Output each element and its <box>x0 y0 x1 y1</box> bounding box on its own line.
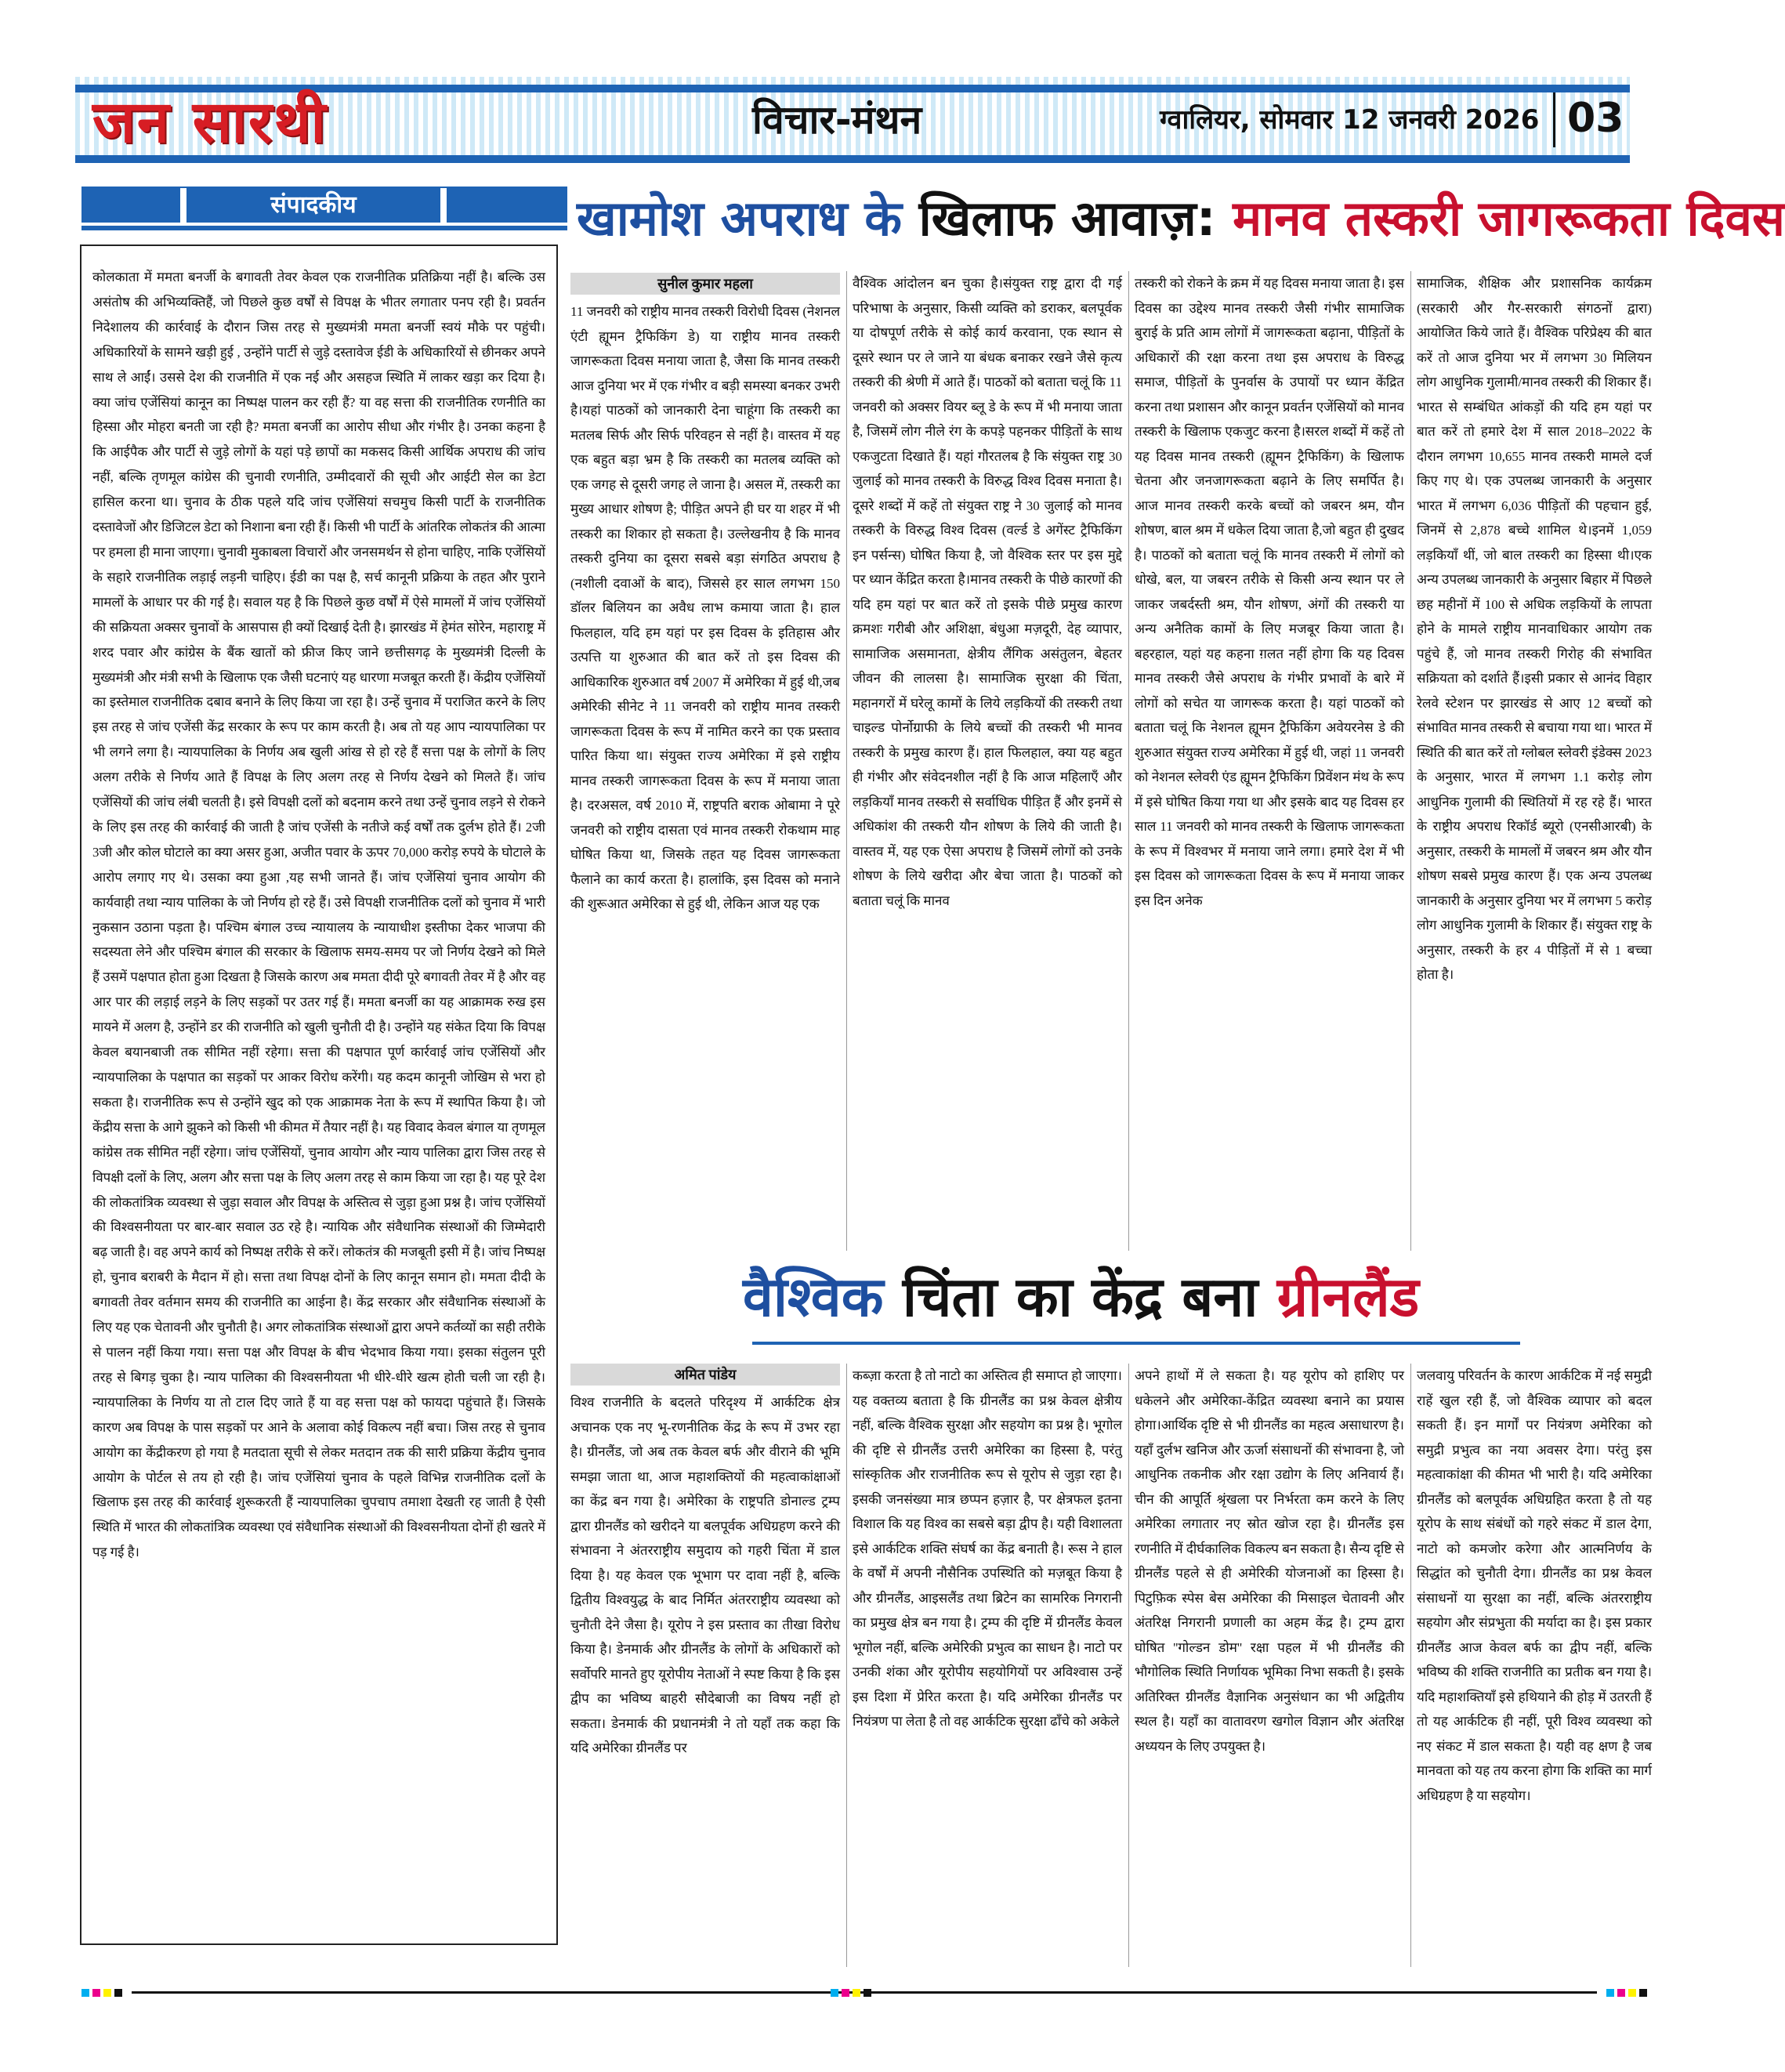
article2-column-text: अपने हाथों में ले सकता है। यह यूरोप को हाशिए पर धकेलने और अमेरिका-केंद्रित व्यवस्था बनाने का प्रयास होगा।आर्थिक दृष्टि से भी ग्रीनलैंड का महत्व असाधारण है। यहाँ दुर्लभ खनिज और ऊर्जा संसाधनों की संभावना है, जो आधुनिक तकनीक और रक्षा उद्योग के लिए अनिवार्य हैं। चीन की आपूर्ति श्रृंखला पर निर्भरता कम करने के लिए अमेरिका लगातार नए स्रोत खोज रहा है। ग्रीनलैंड इस रणनीति में दीर्घकालिक विकल्प बन सकता है। सैन्य दृष्टि से ग्रीनलैंड पहले से ही अमेरिकी योजनाओं का हिस्सा है। पिटुफ़िक स्पेस बेस अमेरिका की मिसाइल चेतावनी और अंतरिक्ष निगरानी प्रणाली का अहम केंद्र है। ट्रम्प द्वारा घोषित ''गोल्डन डोम'' रक्षा पहल में भी ग्रीनलैंड की भौगोलिक स्थिति निर्णायक भूमिका निभा सकती है। इसके अतिरिक्त ग्रीनलैंड वैज्ञानिक अनुसंधान का भी अद्वितीय स्थल है। यहाँ का वातावरण खगोल विज्ञान और अंतरिक्ष अध्ययन के लिए उपयुक्त है। <box>1135 1368 1404 1754</box>
article2-column-text: जलवायु परिवर्तन के कारण आर्कटिक में नई समुद्री राहें खुल रही हैं, जो वैश्विक व्यापार को बदल सकती हैं। इन मार्गों पर नियंत्रण अमेरिका को समुद्री प्रभुत्व का नया अवसर देगा। परंतु इस महत्वाकांक्षा की कीमत भी भारी है। यदि अमेरिका ग्रीनलैंड को बलपूर्वक अधिग्रहित करता है तो यह यूरोप के साथ संबंधों को गहरे संकट में डाल देगा, नाटो को कमजोर करेगा और आत्मनिर्णय के सिद्धांत को चुनौती देगा। ग्रीनलैंड का प्रश्न केवल संसाधनों या सुरक्षा का नहीं, बल्कि अंतरराष्ट्रीय सहयोग और संप्रभुता की मर्यादा का है। इस प्रकार ग्रीनलैंड आज केवल बर्फ का द्वीप नहीं, बल्कि भविष्य की शक्ति राजनीति का प्रतीक बन गया है। यदि महाशक्तियाँ इसे हथियाने की होड़ में उतरती हैं तो यह आर्कटिक ही नहीं, पूरी विश्व व्यवस्था को नए संकट में डाल सकता है। यही वह क्षण है जब मानवता को यह तय करना होगा कि शक्ति का मार्ग अधिग्रहण है या सहयोग। <box>1417 1368 1652 1803</box>
article2-column-text: कब्ज़ा करता है तो नाटो का अस्तित्व ही समाप्त हो जाएगा। यह वक्तव्य बताता है कि ग्रीनलैंड का प्रश्न केवल क्षेत्रीय नहीं, बल्कि वैश्विक सुरक्षा और सहयोग का प्रश्न है। भूगोल की दृष्टि से ग्रीनलैंड उत्तरी अमेरिका का हिस्सा है, परंतु सांस्कृतिक और राजनीतिक रूप से यूरोप से जुड़ा रहा है। इसकी जनसंख्या मात्र छप्पन हज़ार है, पर क्षेत्रफल इतना विशाल कि यह विश्व का सबसे बड़ा द्वीप है। यही विशालता इसे आर्कटिक शक्ति संघर्ष का केंद्र बनाती है। रूस ने हाल के वर्षों में अपनी नौसैनिक उपस्थिति को मज़बूत किया है और ग्रीनलैंड, आइसलैंड तथा ब्रिटेन का सामरिक निगरानी का प्रमुख क्षेत्र बन गया है। ट्रम्प की दृष्टि में ग्रीनलैंड केवल भूगोल नहीं, बल्कि अमेरिकी प्रभुत्व का साधन है। नाटो पर उनकी शंका और यूरोपीय सहयोगियों पर अविश्वास उन्हें इस दिशा में प्रेरित करता है। यदि अमेरिका ग्रीनलैंड पर नियंत्रण पा लेता है तो वह आर्कटिक सुरक्षा ढाँचे को अकेले <box>853 1368 1122 1729</box>
editorial-label-underline <box>81 226 567 230</box>
article2-column-3 <box>1135 1364 1404 1967</box>
article2-headline-rule <box>752 1342 1520 1345</box>
registration-marks-center <box>831 1989 871 1997</box>
column-divider <box>1128 271 1129 1251</box>
article2-column-4 <box>1417 1364 1652 1967</box>
editorial-box <box>80 245 558 1945</box>
article2-byline: अमित पांडेय <box>570 1364 840 1386</box>
article1-headline-part3: मानव तस्करी जागरूकता दिवस <box>1233 190 1785 247</box>
article1-headline-part2: खिलाफ आवाज़: <box>918 190 1216 247</box>
article2-column-2 <box>853 1364 1122 1967</box>
article1-headline-part1: खामोश अपराध के <box>577 190 902 247</box>
editorial-body: कोलकाता में ममता बनर्जी के बगावती तेवर केवल एक राजनीतिक प्रतिक्रिया नहीं है। बल्कि उस असंतोष की अभिव्यक्तिहैं, जो पिछले कुछ वर्षों से विपक्ष के भीतर लगातार पनप रही है। प्रवर्तन निदेशालय की कार्रवाई के दौरान जिस तरह से मुख्यमंत्री ममता बनर्जी स्वयं मौके पर पहुंची। अधिकारियों के सामने खड़ी हुई , उन्होंने पार्टी से जुड़े दस्तावेज ईडी के अधिकारियों से छीनकर अपने साथ ले आईं। उससे देश की राजनीति में एक नई और असहज स्थिति में लाकर खड़ा कर दिया है। क्या जांच एजेंसियां कानून का निष्पक्ष पालन कर रही हैं? या वह सत्ता की राजनीतिक रणनीति का हिस्सा और मोहरा बनती जा रही है? ममता बनर्जी का आरोप सीधा और गंभीर है। उनका कहना है कि आईपैक और पार्टी से जुड़े लोगों के यहां पड़े छापों का मकसद किसी आर्थिक अपराध की जांच नहीं, बल्कि तृणमूल कांग्रेस की चुनावी रणनीति, उम्मीदवारों की सूची और आईटी सेल का डेटा हासिल करना था। चुनाव के ठीक पहले यदि जांच एजेंसियां सचमुच किसी पार्टी के राजनीतिक दस्तावेजों और डिजिटल डेटा को निशाना बना रही हैं। किसी भी पार्टी के आंतरिक लोकतंत्र की आत्मा पर हमला ही माना जाएगा। चुनावी मुकाबला विचारों और जनसमर्थन से होना चाहिए, नाकि एजेंसियों के सहारे राजनीतिक लड़ाई लड़नी चाहिए। ईडी का पक्ष है, सर्च कानूनी प्रक्रिया के तहत और पुराने मामलों के आधार पर की गई है। सवाल यह है कि पिछले कुछ वर्षों में ऐसे मामलों में जांच एजेंसियों की सक्रियता अक्सर चुनावों के आसपास ही क्यों दिखाई देती है। झारखंड में हेमंत सोरेन, महाराष्ट्र में शरद पवार और कांग्रेस के बैंक खातों को फ्रीज किए जाने छत्तीसगढ़ के मुख्यमंत्री दिल्ली के मुख्यमंत्री और मंत्री सभी के खिलाफ एक जैसी घटनाएं यह धारणा मजबूत करती हैं। केंद्रीय एजेंसियों का इस्तेमाल राजनीतिक दबाव बनाने के लिए किया जा रहा है। उन्हें चुनाव में पराजित करने के लिए इस तरह से जांच एजेंसी केंद्र सरकार के रूप पर काम करती है। अब तो यह आप न्यायपालिका पर भी लगने लगा है। न्यायपालिका के निर्णय अब खुली आंख से हो रहे हैं सत्ता पक्ष के लोगों के लिए अलग तरीके से निर्णय आते हैं विपक्ष के लिए अलग तरह से निर्णय देखने को मिलते हैं। जांच एजेंसियों की जांच लंबी चलती है। इसे विपक्षी दलों को बदनाम करने तथा उन्हें चुनाव लड़ने से रोकने के लिए इस तरह की कार्रवाई की जाती है जांच एजेंसी के नतीजे कई वर्षों तक दुर्लभ होते हैं। 2जी 3जी और कोल घोटाले का क्या असर हुआ, अजीत पवार के ऊपर 70,000 करोड़ रुपये के घोटाले के आरोप लगाए गए थे। उसका क्या हुआ ,यह सभी जानते हैं। जांच एजेंसियां चुनाव आयोग की कार्यवाही तथा न्याय पालिका के जो निर्णय हो रहे हैं। उसे विपक्षी राजनीतिक दलों को चुनाव में भारी नुकसान उठाना पड़ता है। पश्चिम बंगाल उच्च न्यायालय के न्यायाधीश इस्तीफा देकर भाजपा की सदस्यता लेने और पश्चिम बंगाल की सरकार के खिलाफ समय-समय पर जो निर्णय देखने को मिले हैं उसमें पक्षपात होता हुआ दिखता है जिसके कारण अब ममता दीदी पूरे बगावती तेवर में है और वह आर पार की लड़ाई लड़ने के लिए सड़कों पर उतर गई हैं। ममता बनर्जी का यह आक्रामक रुख इस मायने में अलग है, उन्होंने डर की राजनीति को खुली चुनौती दी है। उन्होंने यह संकेत दिया कि विपक्ष केवल बयानबाजी तक सीमित नहीं रहेगा। सत्ता की पक्षपात पूर्ण कार्रवाई जांच एजेंसियों और न्यायपालिका के पक्षपात का सड़कों पर आकर विरोध करेंगी। यह कदम कानूनी जोखिम से भरा हो सकता है। राजनीतिक रूप से उन्होंने खुद को एक आक्रामक नेता के रूप में स्थापित किया है। जो केंद्रीय सत्ता के आगे झुकने को किसी भी कीमत में तैयार नहीं है। यह विवाद केवल बंगाल या तृणमूल कांग्रेस तक सीमित नहीं रहेगा। जांच एजेंसियों, चुनाव आयोग और न्याय पालिका द्वारा जिस तरह से विपक्षी दलों के लिए, अलग और सत्ता पक्ष के लिए अलग तरह से काम किया जा रहा है। यह पूरे देश की लोकतांत्रिक व्यवस्था से जुड़ा सवाल और विपक्ष के अस्तित्व से जुड़ा हुआ प्रश्न है। जांच एजेंसियों की विश्वसनीयता पर बार-बार सवाल उठ रहे है। न्यायिक और संवैधानिक संस्थाओं की जिम्मेदारी बढ़ जाती है। वह अपने कार्य को निष्पक्ष तरीके से करें। लोकतंत्र की मजबूती इसी में है। जांच निष्पक्ष हो, चुनाव बराबरी के मैदान में हो। सत्ता तथा विपक्ष दोनों के लिए कानून समान हो। ममता दीदी के बगावती तेवर वर्तमान समय की राजनीति का आईना है। केंद्र सरकार और संवैधानिक संस्थाओं के लिए यह एक चेतावनी और चुनौती है। अगर लोकतांत्रिक संस्थाओं द्वारा अपने कर्तव्यों का सही तरीके से पालन नहीं किया गया। सत्ता पक्ष और विपक्ष के बीच भेदभाव किया गया। इसका संतुलन पूरी तरह से बिगड़ चुका है। न्याय पालिका की विश्वसनीयता भी धीरे-धीरे खत्म होती चली जा रही है। न्यायपालिका के निर्णय या तो टाल दिए जाते हैं या वह सत्ता पक्ष को फायदा पहुंचाते हैं। जिसके कारण अब विपक्ष के पास सड़कों पर आने के अलावा कोई विकल्प नहीं बचा। जिस तरह से चुनाव आयोग का केंद्रीकरण हो गया है मतदाता सूची से लेकर मतदान तक की सारी प्रक्रिया केंद्रीय चुनाव आयोग के पोर्टल से तय हो रही है। जांच एजेंसियां चुनाव के पहले विभिन्न राजनीतिक दलों के खिलाफ इस तरह की कार्रवाई शुरूकरती हैं न्यायपालिका चुपचाप तमाशा देखती रह जाती है ऐसी स्थिति में भारत की लोकतांत्रिक व्यवस्था एवं संवैधानिक संस्थाओं की विश्वसनीयता दोनों ही खतरे में पड़ गई है। <box>92 270 545 1560</box>
page-number-divider <box>1553 92 1555 147</box>
article1-column-text: वैश्विक आंदोलन बन चुका है।संयुक्त राष्ट्र द्वारा दी गई परिभाषा के अनुसार, किसी व्यक्ति को डराकर, बलपूर्वक या दोषपूर्ण तरीके से कोई कार्य करवाना, एक स्थान से दूसरे स्थान पर ले जाने या बंधक बनाकर रखने जैसे कृत्य तस्करी की श्रेणी में आते हैं। पाठकों को बताता चलूं कि 11 जनवरी को अक्सर वियर ब्लू डे के रूप में भी मनाया जाता है, जिसमें लोग नीले रंग के कपड़े पहनकर पीड़ितों के साथ एकजुटता दिखाते हैं। यहां गौरतलब है कि संयुक्त राष्ट्र 30 जुलाई को मानव तस्करी के विरुद्ध विश्व दिवस मनाता है। दूसरे शब्दों में कहें तो संयुक्त राष्ट्र ने 30 जुलाई को मानव तस्करी के विरुद्ध विश्व दिवस (वर्ल्ड डे अगेंस्ट ट्रैफिकिंग इन पर्सन्स) घोषित किया है, जो वैश्विक स्तर पर इस मुद्दे पर ध्यान केंद्रित करता है।मानव तस्करी के पीछे कारणों की यदि हम यहां पर बात करें तो इसके पीछे प्रमुख कारण क्रमशः गरीबी और अशिक्षा, बंधुआ मज़दूरी, देह व्यापार, सामाजिक असमानता, क्षेत्रीय लैंगिक असंतुलन, बेहतर जीवन की लालसा है। सामाजिक सुरक्षा की चिंता, महानगरों में घरेलू कामों के लिये लड़कियों की तस्करी तथा चाइल्ड पोर्नोग्राफी के लिये बच्चों की तस्करी भी मानव तस्करी के प्रमुख कारण हैं। हाल फिलहाल, क्या यह बहुत ही गंभीर और संवेदनशील नहीं है कि आज महिलाएँ और लड़कियाँ मानव तस्करी से सर्वाधिक पीड़ित हैं और इनमें से अधिकांश की तस्करी यौन शोषण के लिये की जाती है।वास्तव में, यह एक ऐसा अपराध है जिसमें लोगों को उनके शोषण के लिये खरीदा और बेचा जाता है। पाठकों को बताता चलूं कि मानव <box>853 276 1122 908</box>
article1-column-4 <box>1417 271 1652 1251</box>
section-title: विचार-मंथन <box>752 97 922 143</box>
page-number: 03 <box>1567 95 1624 142</box>
article2-headline <box>743 1265 1420 1329</box>
registration-marks-left <box>81 1989 122 1997</box>
article1-column-1 <box>570 273 840 1252</box>
column-divider <box>1410 1364 1411 1967</box>
registration-marks-right <box>1606 1989 1647 1997</box>
column-divider <box>1410 271 1411 1251</box>
article1-column-2 <box>853 271 1122 1251</box>
article1-column-3 <box>1135 271 1404 1251</box>
dateline: ग्वालियर, सोमवार 12 जनवरी 2026 <box>1160 104 1540 136</box>
article2-headline-part3: ग्रीनलैंड <box>1276 1265 1420 1329</box>
article1-byline: सुनील कुमार महला <box>570 273 840 295</box>
article1-column-text: सामाजिक, शैक्षिक और प्रशासनिक कार्यक्रम (सरकारी और गैर-सरकारी संगठनों द्वारा) आयोजित किये जाते हैं। वैश्विक परिप्रेक्ष्य की बात करें तो आज दुनिया भर में लगभग 30 मिलियन लोग आधुनिक गुलामी/मानव तस्करी की शिकार हैं। भारत से सम्बंधित आंकड़ों की यदि हम यहां पर बात करें तो हमारे देश में साल 2018–2022 के दौरान लगभग 10,655 मानव तस्करी मामले दर्ज किए गए थे। एक उपलब्ध जानकारी के अनुसार भारत में लगभग 6,036 पीड़ितों की पहचान हुई, जिनमें से 2,878 बच्चे शामिल थे।इनमें 1,059 लड़कियाँ थीं, जो बाल तस्करी का हिस्सा थी।एक अन्य उपलब्ध जानकारी के अनुसार बिहार में पिछले छह महीनों में 100 से अधिक लड़कियों के लापता होने के मामले राष्ट्रीय मानवाधिकार आयोग तक पहुंचे हैं, जो मानव तस्करी गिरोह की संभावित सक्रियता को दर्शाते हैं।इसी प्रकार से आनंद विहार रेलवे स्टेशन पर झारखंड से आए 12 बच्चों को संभावित मानव तस्करी से बचाया गया था। भारत में स्थिति की बात करें तो ग्लोबल स्लेवरी इंडेक्स 2023 के अनुसार, भारत में लगभग 1.1 करोड़ लोग आधुनिक गुलामी की स्थितियों में रह रहे हैं। भारत के राष्ट्रीय अपराध रिकॉर्ड ब्यूरो (एनसीआरबी) के अनुसार, तस्करी के मामलों में जबरन श्रम और यौन शोषण सबसे प्रमुख कारण हैं। एक अन्य उपलब्ध जानकारी के अनुसार दुनिया भर में लगभग 5 करोड़ लोग आधुनिक गुलामी के शिकार हैं। संयुक्त राष्ट्र के अनुसार, तस्करी के हर 4 पीड़ितों में से 1 बच्चा होता है। <box>1417 276 1652 982</box>
article2-headline-part1: वैश्विक <box>743 1265 884 1329</box>
column-divider <box>1128 1364 1129 1967</box>
newspaper-logo: जन सारथी <box>92 89 328 156</box>
article1-headline <box>577 190 1785 247</box>
article2-column-1 <box>570 1364 840 1967</box>
article1-column-text: 11 जनवरी को राष्ट्रीय मानव तस्करी विरोधी दिवस (नेशनल एंटी ह्यूमन ट्रैफिकिंग डे) या राष्ट्रीय मानव तस्करी जागरूकता दिवस मनाया जाता है, जैसा कि मानव तस्करी आज दुनिया भर में एक गंभीर व बड़ी समस्या बनकर उभरी है।यहां पाठकों को जानकारी देना चाहूंगा कि तस्करी का मतलब सिर्फ और सिर्फ परिवहन से नहीं है। वास्तव में यह एक बहुत बड़ा भ्रम है कि तस्करी का मतलब व्यक्ति को एक जगह से दूसरी जगह ले जाना है। असल में, तस्करी का मुख्य आधार शोषण है; पीड़ित अपने ही घर या शहर में भी तस्करी का शिकार हो सकता है। उल्लेखनीय है कि मानव तस्करी दुनिया का दूसरा सबसे बड़ा संगठित अपराध है (नशीली दवाओं के बाद), जिससे हर साल लगभग 150 डॉलर बिलियन का अवैध लाभ कमाया जाता है। हाल फिलहाल, यदि हम यहां पर इस दिवस के इतिहास और उत्पत्ति या शुरुआत की बात करें तो इस दिवस की आधिकारिक शुरुआत वर्ष 2007 में अमेरिका में हुई थी,जब अमेरिकी सीनेट ने 11 जनवरी को राष्ट्रीय मानव तस्करी जागरूकता दिवस के रूप में नामित करने का एक प्रस्ताव पारित किया था। संयुक्त राज्य अमेरिका में इसे राष्ट्रीय मानव तस्करी जागरूकता दिवस के रूप में मनाया जाता है। दरअसल, वर्ष 2010 में, राष्ट्रपति बराक ओबामा ने पूरे जनवरी को राष्ट्रीय दासता एवं मानव तस्करी रोकथाम माह घोषित किया था, जिसके तहत यह दिवस जागरूकता फैलाने का कार्य करता है। हालांकि, इस दिवस को मनाने की शुरूआत अमेरिका से हुई थी, लेकिन आज यह एक <box>570 304 840 911</box>
editorial-label: संपादकीय <box>180 188 447 223</box>
article1-column-text: तस्करी को रोकने के क्रम में यह दिवस मनाया जाता है। इस दिवस का उद्देश्य मानव तस्करी जैसी गंभीर सामाजिक बुराई के प्रति आम लोगों में जागरूकता बढ़ाना, पीड़ितों के अधिकारों की रक्षा करना तथा इस अपराध के विरुद्ध समाज, पीड़ितों के पुनर्वास के उपायों पर ध्यान केंद्रित करना तथा प्रशासन और कानून प्रवर्तन एजेंसियों को मानव तस्करी के खिलाफ एकजुट करना है।सरल शब्दों में कहें तो यह दिवस मानव तस्करी (ह्यूमन ट्रैफिकिंग) के खिलाफ चेतना और जनजागरूकता बढ़ाने के लिए समर्पित है। आज मानव तस्करी करके बच्चों को जबरन श्रम, यौन शोषण, बाल श्रम में धकेल दिया जाता है,जो बहुत ही दुखद है। पाठकों को बताता चलूं कि मानव तस्करी में लोगों को धोखे, बल, या जबरन तरीके से किसी अन्य स्थान पर ले जाकर जबर्दस्ती श्रम, यौन शोषण, अंगों की तस्करी या अन्य अनैतिक कामों के लिए मजबूर किया जाता है। बहरहाल, यहां यह कहना ग़लत नहीं होगा कि यह दिवस मानव तस्करी जैसे अपराध के गंभीर प्रभावों के बारे में लोगों को सचेत या जागरूक करता है। यहां पाठकों को बताता चलूं कि नेशनल ह्यूमन ट्रैफिकिंग अवेयरनेस डे की शुरुआत संयुक्त राज्य अमेरिका में हुई थी, जहां 11 जनवरी को नेशनल स्लेवरी एंड ह्यूमन ट्रैफिकिंग प्रिवेंशन मंथ के रूप में इसे घोषित किया गया था और इसके बाद यह दिवस हर साल 11 जनवरी को मानव तस्करी के खिलाफ जागरूकता के रूप में विश्वभर में मनाया जाने लगा। हमारे देश में भी इस दिवस को जागरूकता दिवस के रूप में मनाया जाकर इस दिन अनेक <box>1135 276 1404 908</box>
column-divider <box>846 1364 847 1967</box>
article2-column-text: विश्व राजनीति के बदलते परिदृश्य में आर्कटिक क्षेत्र अचानक एक नए भू-रणनीतिक केंद्र के रूप में उभर रहा है। ग्रीनलैंड, जो अब तक केवल बर्फ और वीराने की भूमि समझा जाता था, आज महाशक्तियों की महत्वाकांक्षाओं का केंद्र बन गया है। अमेरिका के राष्ट्रपति डोनाल्ड ट्रम्प द्वारा ग्रीनलैंड को खरीदने या बलपूर्वक अधिग्रहण करने की संभावना ने अंतरराष्ट्रीय समुदाय को गहरी चिंता में डाल दिया है। यह केवल एक भूभाग पर दावा नहीं है, बल्कि द्वितीय विश्वयुद्ध के बाद निर्मित अंतरराष्ट्रीय व्यवस्था को चुनौती देने जैसा है। यूरोप ने इस प्रस्ताव का तीखा विरोध किया है। डेनमार्क और ग्रीनलैंड के लोगों के अधिकारों को सर्वोपरि मानते हुए यूरोपीय नेताओं ने स्पष्ट किया है कि इस द्वीप का भविष्य बाहरी सौदेबाजी का विषय नहीं हो सकता। डेनमार्क की प्रधानमंत्री ने तो यहाँ तक कहा कि यदि अमेरिका ग्रीनलैंड पर <box>570 1395 840 1755</box>
column-divider <box>846 271 847 1251</box>
article2-headline-part2: चिंता का केंद्र बना <box>902 1265 1258 1329</box>
